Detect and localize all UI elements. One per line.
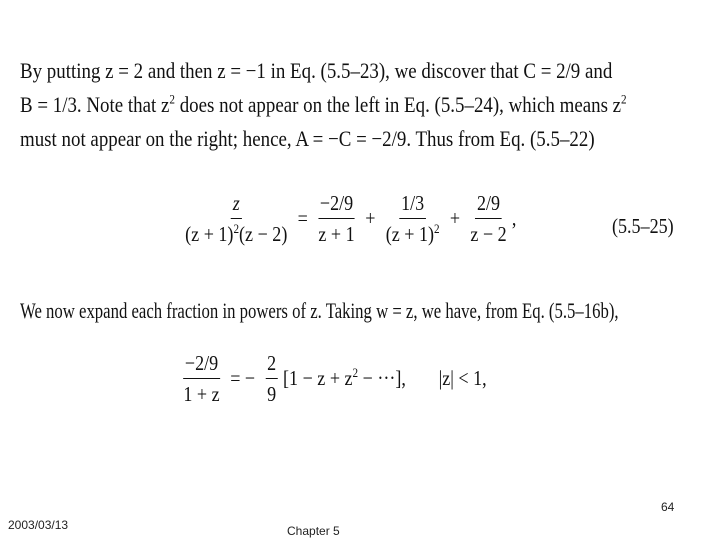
exponent: 2 — [169, 91, 175, 107]
fraction-numerator: 2/9 — [475, 190, 502, 219]
series-part: [1 − z + z — [283, 366, 353, 390]
paragraph-line-2 — [20, 88, 627, 122]
equals-sign: = — [297, 206, 308, 230]
trailing-comma: , — [511, 206, 517, 230]
footer-chapter: Chapter 5 — [287, 524, 340, 538]
paragraph-line-3: must not appear on the right; hence, A = −C = −2/9. Thus from Eq. (5.5–22) — [20, 126, 595, 151]
equation-5-5-25 — [180, 190, 516, 247]
fraction-numerator: z — [231, 190, 241, 219]
power-series — [283, 366, 406, 391]
lhs-fraction — [185, 190, 287, 247]
fraction-denominator: 9 — [267, 382, 277, 406]
fraction-denominator — [386, 219, 440, 247]
fraction-denominator: 1 + z — [183, 382, 220, 406]
page-number: 64 — [661, 500, 675, 514]
plus-sign: + — [365, 206, 376, 230]
series-part: − ···], — [358, 366, 406, 390]
fraction-denominator — [185, 219, 287, 247]
equation-series-expansion — [178, 350, 487, 407]
fraction-denominator: z − 2 — [470, 222, 507, 246]
coefficient-fraction — [265, 350, 277, 407]
paragraph-expansion: We now expand each fraction in powers of z. Taking w = z, we have, from Eq. (5.5–16b), — [20, 298, 619, 323]
fraction-numerator: 1/3 — [399, 190, 426, 219]
paragraph-partial-fractions — [20, 54, 627, 156]
line-2-text-a: B = 1/3. Note that z — [20, 92, 170, 117]
equals-minus: = − — [230, 366, 256, 390]
fraction-numerator: 2 — [265, 350, 277, 379]
exponent: 2 — [621, 91, 627, 107]
footer-date: 2003/03/13 — [8, 518, 69, 532]
plus-sign: + — [449, 206, 461, 230]
paragraph-line-1: By putting z = 2 and then z = −1 in Eq. (5.5–23), we discover that C = 2/9 and — [20, 58, 613, 83]
fraction-numerator: −2/9 — [183, 350, 220, 379]
term-1-fraction — [318, 190, 355, 247]
term-3-fraction — [470, 190, 506, 247]
fraction-denominator: z + 1 — [318, 222, 355, 246]
den-part: (z + 1) — [185, 222, 234, 246]
exponent: 2 — [352, 365, 359, 380]
fraction-numerator: −2/9 — [318, 190, 355, 219]
den-part: (z − 2) — [239, 222, 288, 246]
exponent: 2 — [433, 221, 440, 236]
equation-number: (5.5–25) — [612, 214, 674, 238]
exponent: 2 — [233, 221, 240, 236]
den-part: (z + 1) — [385, 222, 434, 246]
term-2-fraction — [386, 190, 440, 247]
line-2-text-b: does not appear on the left in Eq. (5.5–24), which means z — [174, 92, 622, 117]
lhs-fraction — [183, 350, 220, 407]
convergence-condition: |z| < 1, — [438, 366, 487, 390]
